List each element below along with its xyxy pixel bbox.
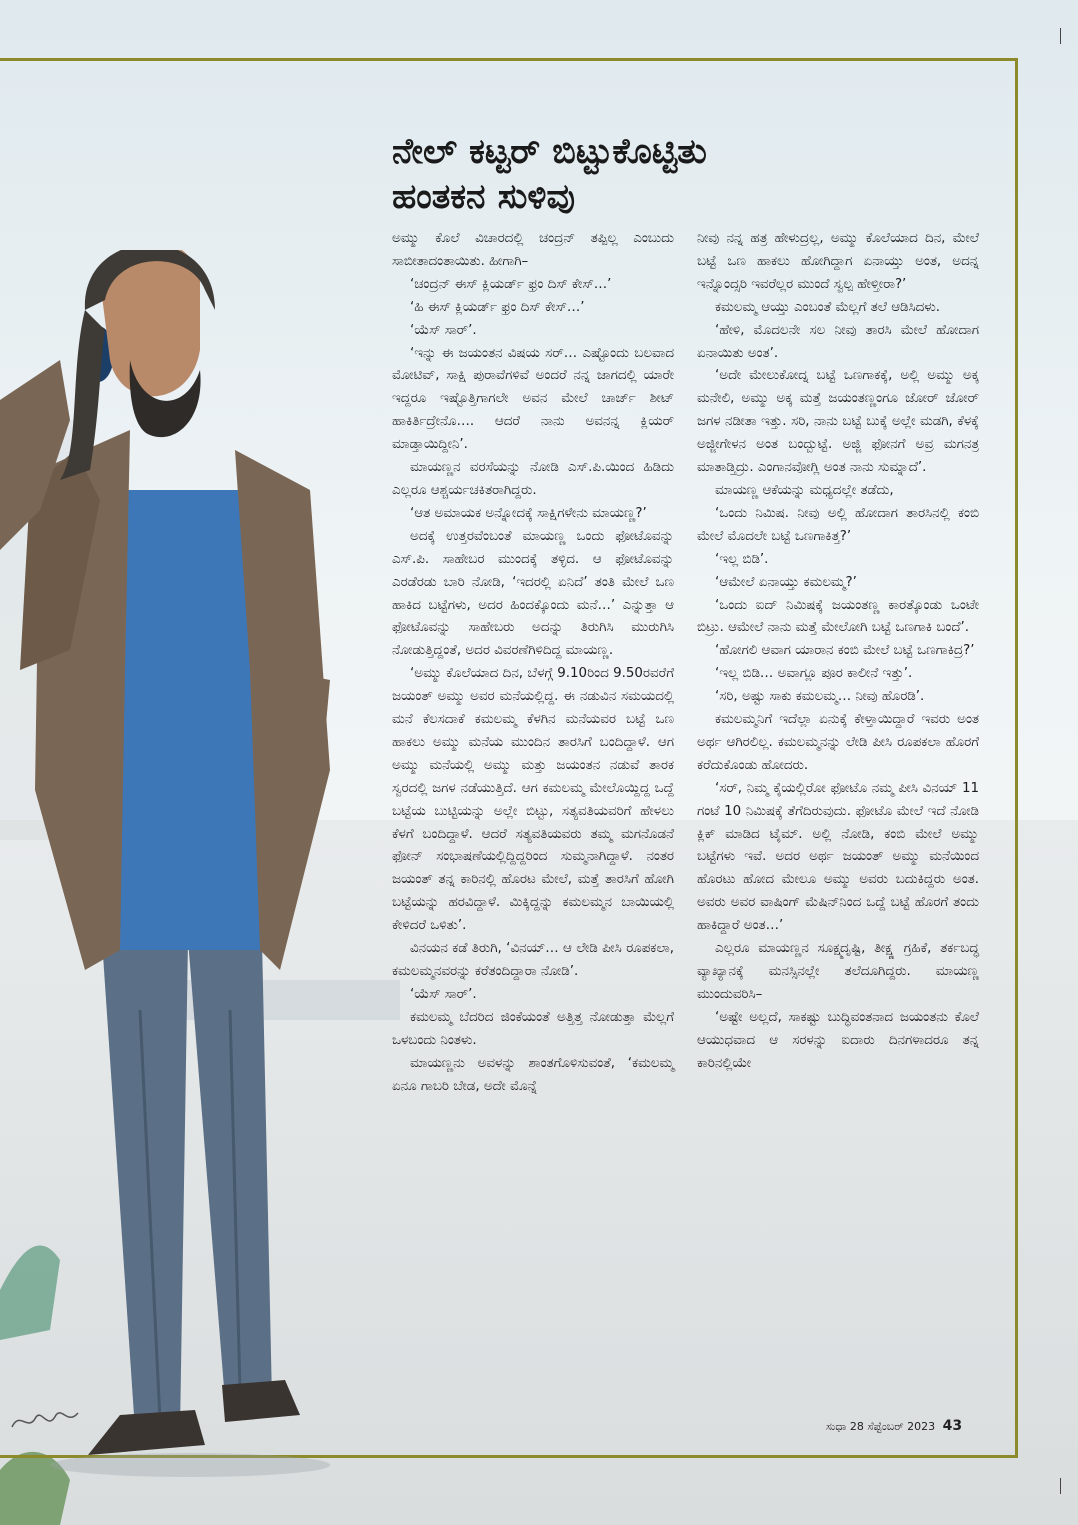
paragraph: ಎಲ್ಲರೂ ಮಾಯಣ್ಣನ ಸೂಕ್ಷ್ಮದೃಷ್ಟಿ, ತೀಕ್ಷ್ಣ ಗ್ರಹಿಕೆ, ತರ್ಕಬದ್ಧ ವ್ಯಾಖ್ಯಾನಕ್ಕೆ ಮನಸ್ಸಿನಲ್ಲೇ ತಲೆದೂಗಿದ್ದರು. ಮಾಯಣ್ಣ ಮುಂದುವರಿಸಿ– bbox=[697, 941, 979, 1002]
right-text-column bbox=[697, 228, 979, 1076]
article-title bbox=[392, 130, 992, 220]
paragraph: ಕಮಲಮ್ಮ ಬೆದರಿದ ಜಿಂಕೆಯಂತೆ ಅತ್ತಿತ್ತ ನೋಡುತ್ತಾ ಮೆಲ್ಲಗೆ ಒಳಬಂದು ನಿಂತಳು. bbox=[392, 1009, 674, 1048]
page-footer bbox=[826, 1418, 962, 1434]
paragraph: ಮಾಯಣ್ಣನು ಅವಳನ್ನು ಶಾಂತಗೊಳಿಸುವಂತೆ, ‘ಕಮಲಮ್ಮ ಏನೂ ಗಾಬರಿ ಬೇಡ, ಅದೇ ಮೊನ್ನೆ bbox=[392, 1055, 674, 1094]
paragraph: ‘ಯೆಸ್ ಸಾರ್’. bbox=[410, 322, 477, 338]
left-text-column bbox=[392, 228, 674, 1098]
paragraph: ಮಾಯಣ್ಣನ ವರಸೆಯನ್ನು ನೋಡಿ ಎಸ್.ಪಿ.ಯಿಂದ ಹಿಡಿದು ಎಲ್ಲರೂ ಆಶ್ಚರ್ಯಚಕಿತರಾಗಿದ್ದರು. bbox=[392, 460, 674, 498]
paragraph: ಅದಕ್ಕೆ ಉತ್ತರವೆಂಬಂತೆ ಮಾಯಣ್ಣ ಒಂದು ಫೋಟೊವನ್ನು ಎಸ್.ಪಿ. ಸಾಹೇಬರ ಮುಂದಕ್ಕೆ ತಳ್ಳಿದ. ಆ ಫೋಟೊವನ್ನು ಎರಡೆರಡು ಬಾರಿ ನೋಡಿ, ‘ಇದರಲ್ಲಿ ಏನಿದೆ’ ತಂತಿ ಮೇಲೆ ಒಣ ಹಾಕಿದ ಬಟ್ಟೆಗಳು, ಅದರ ಹಿಂದಕ್ಕೊಂದು ಮನೆ…’ ಎನ್ನುತ್ತಾ ಆ ಫೋಟೊವನ್ನು ಸಾಹೇಬರು ಅದನ್ನು ತಿರುಗಿಸಿ ಮುರುಗಿಸಿ ನೋಡುತ್ತಿದ್ದಂತೆ, ಅದರ ವಿವರಣೆಗಿಳಿದಿದ್ದ ಮಾಯಣ್ಣ. bbox=[392, 528, 674, 659]
paragraph: ವಿನಯನ ಕಡೆ ತಿರುಗಿ, ‘ವಿನಯ್… ಆ ಲೇಡಿ ಪೀಸಿ ರೂಪಕಲಾ, ಕಮಲಮ್ಮನವರನ್ನು ಕರೆತಂದಿದ್ದಾರಾ ನೋಡಿ’. bbox=[392, 941, 674, 979]
paragraph: ‘ಹಿ ಈಸ್ ಕ್ಲಿಯರ್ಡ್ ಫ್ರಂ ದಿಸ್ ಕೇಸ್…’ bbox=[410, 299, 585, 315]
paragraph: ಕಮಲಮ್ಮನಿಗೆ ಇದೆಲ್ಲಾ ಏನುಕ್ಕೆ ಕೇಳ್ತಾಯಿದ್ದಾರೆ ಇವರು ಅಂತ ಅರ್ಥ ಆಗಿರಲಿಲ್ಲ. ಕಮಲಮ್ಮನನ್ನು ಲೇಡಿ ಪೀಸಿ ರೂಪಕಲಾ ಹೊರಗೆ ಕರೆದುಕೊಂಡು ಹೋದರು. bbox=[697, 712, 979, 773]
artist-signature bbox=[10, 1405, 80, 1435]
paragraph: ‘ಅಮ್ಮು ಕೊಲೆಯಾದ ದಿನ, ಬೆಳಗ್ಗೆ 9.10ರಿಂದ 9.50ರವರೆಗೆ ಜಯಂತ್ ಅಮ್ಮು ಅವರ ಮನೆಯಲ್ಲಿದ್ದ. ಈ ನಡುವಿನ ಸಮಯದಲ್ಲಿ ಮನೆ ಕೆಲಸದಾಕೆ ಕಮಲಮ್ಮ ಕೆಳಗಿನ ಮನೆಯವರ ಬಟ್ಟೆ ಒಣ ಹಾಕಲು ಅಮ್ಮು ಮನೆಯ ಮುಂದಿನ ತಾರಸಿಗೆ ಬಂದಿದ್ದಾಳೆ. ಆಗ ಅಮ್ಮು ಮನೆಯಲ್ಲಿ ಅಮ್ಮು ಮತ್ತು ಜಯಂತನ ನಡುವೆ ತಾರಕ ಸ್ವರದಲ್ಲಿ ಜಗಳ ನಡೆಯುತ್ತಿದೆ. ಆಗ ಕಮಲಮ್ಮ ಮೇಲೊಯ್ದಿದ್ದ ಒದ್ದೆ ಬಟ್ಟೆಯ ಬುಟ್ಟಿಯನ್ನು ಅಲ್ಲೇ ಬಿಟ್ಟು, ಸತ್ಯವತಿಯವರಿಗೆ ಹೇಳಲು ಕೆಳಗೆ ಬಂದಿದ್ದಾಳೆ. ಆದರೆ ಸತ್ಯವತಿಯವರು ತಮ್ಮ ಮಗನೊಡನೆ ಫೋನ್ ಸಂಭಾಷಣೆಯಲ್ಲಿದ್ದಿದ್ದರಿಂದ ಸುಮ್ಮನಾಗಿದ್ದಾಳೆ. ನಂತರ ಜಯಂತ್ ತನ್ನ ಕಾರಿನಲ್ಲಿ ಹೊರಟ ಮೇಲೆ, ಮತ್ತೆ ತಾರಸಿಗೆ ಹೋಗಿ ಬಟ್ಟೆಯನ್ನು ಹರವಿದ್ದಾಳೆ. ಮಿಕ್ಕಿದ್ದನ್ನು ಕಮಲಮ್ಮನ ಬಾಯಿಯಲ್ಲಿ ಕೇಳಿದರೆ ಒಳಿತು’. bbox=[392, 666, 674, 934]
paragraph: ‘ಯೆಸ್ ಸಾರ್’. bbox=[410, 986, 477, 1002]
paragraph: ‘ಸರಿ, ಅಷ್ಟು ಸಾಕು ಕಮಲಮ್ಮ… ನೀವು ಹೊರಡಿ’. bbox=[715, 689, 925, 705]
page-number: 43 bbox=[942, 1418, 963, 1434]
paragraph: ‘ಸರ್, ನಿಮ್ಮ ಕೈಯಲ್ಲಿರೋ ಫೋಟೊ ನಮ್ಮ ಪೀಸಿ ವಿನಯ್ 11 ಗಂಟೆ 10 ನಿಮಿಷಕ್ಕೆ ತೆಗೆದಿರುವುದು. ಫೋಟೊ ಮೇಲೆ ಇದೆ ನೋಡಿ ಕ್ಲಿಕ್ ಮಾಡಿದ ಟೈಮ್. ಅಲ್ಲಿ ನೋಡಿ, ಕಂಬಿ ಮೇಲೆ ಅಮ್ಮು ಬಟ್ಟೆಗಳು ಇವೆ. ಅದರ ಅರ್ಥ ಜಯಂತ್ ಅಮ್ಮು ಮನೆಯಿಂದ ಹೊರಟು ಹೋದ ಮೇಲೂ ಅಮ್ಮು ಅವರು ಬದುಕಿದ್ದರು ಅಂತ. ಅವರು ಅವರ ವಾಷಿಂಗ್ ಮೆಷಿನ್‌ನಿಂದ ಒದ್ದೆ ಬಟ್ಟೆ ಹೊರಗೆ ತಂದು ಹಾಕಿದ್ದಾರೆ ಅಂತ…’ bbox=[697, 780, 979, 934]
magazine-name: ಸುಧಾ bbox=[826, 1420, 847, 1433]
man-on-phone-illustration bbox=[0, 250, 370, 1525]
paragraph: ನೀವು ನನ್ನ ಹತ್ರ ಹೇಳುದ್ರಲ್ಲ, ಅಮ್ಮು ಕೊಲೆಯಾದ ದಿನ, ಮೇಲೆ ಬಟ್ಟೆ ಒಣ ಹಾಕಲು ಹೋಗಿದ್ದಾಗ ಏನಾಯ್ತು ಅಂತ, ಅದನ್ನ ಇನ್ನೊಂದ್ಸರಿ ಇವರೆಲ್ಲರ ಮುಂದೆ ಸ್ವಲ್ಪ ಹೇಳ್ತೀರಾ?’ bbox=[697, 231, 979, 292]
issue-date: 28 ಸೆಪ್ಟೆಂಬರ್ 2023 bbox=[849, 1420, 936, 1433]
article-title-line1: ನೇಲ್ ಕಟ್ಟರ್ ಬಿಟ್ಟುಕೊಟ್ಟಿತು bbox=[392, 132, 707, 172]
paragraph: ‘ಇಲ್ಲ ಬಿಡಿ’. bbox=[715, 551, 769, 567]
crop-mark bbox=[1060, 1478, 1061, 1494]
paragraph: ‘ಒಂದು ಐದ್ ನಿಮಿಷಕ್ಕೆ ಜಯಂತಣ್ಣ ಕಾರತ್ಕೊಂಡು ಒಂಟೇ ಬಿಟ್ರು. ಆಮೇಲೆ ನಾನು ಮತ್ತೆ ಮೇಲೋಗಿ ಬಟ್ಟೆ ಒಣಗಾಕಿ ಬಂದೆ’. bbox=[697, 597, 979, 636]
article-title-line2: ಹಂತಕನ ಸುಳಿವು bbox=[392, 177, 576, 217]
paragraph: ಅಮ್ಮು ಕೊಲೆ ವಿಚಾರದಲ್ಲಿ ಚಂದ್ರನ್ ತಪ್ಪಿಲ್ಲ ಎಂಬುದು ಸಾಬೀತಾದಂತಾಯಿತು. ಹೀಗಾಗಿ– bbox=[392, 231, 674, 269]
paragraph: ‘ಆಮೇಲೆ ಏನಾಯ್ತು ಕಮಲಮ್ಮ?’ bbox=[715, 574, 857, 590]
crop-mark bbox=[1060, 28, 1061, 44]
paragraph: ‘ಹೋಗಲಿ ಆವಾಗ ಯಾರಾನ ಕಂಬಿ ಮೇಲೆ ಬಟ್ಟೆ ಒಣಗಾಕಿದ್ರ?’ bbox=[715, 643, 975, 659]
paragraph: ‘ಅದೇ ಮೇಲುಕೋದ್ನ ಬಟ್ಟೆ ಒಣಗಾಕಕ್ಕೆ, ಅಲ್ಲಿ ಅಮ್ಮು ಅಕ್ಕ ಮನೇಲಿ, ಅಮ್ಮು ಅಕ್ಕ ಮತ್ತೆ ಜಯಂತಣ್ಣಂಗೂ ಜೋರ್ ಜೋರ್ ಜಗಳ ನಡೀತಾ ಇತ್ತು. ಸರಿ, ನಾನು ಬಟ್ಟೆ ಬುಕ್ಕೆ ಅಲ್ಲೇ ಮಡಗಿ, ಕೆಳಕ್ಕೆ ಅಜ್ಜೀಗೇಳನ ಅಂತ ಬಂದ್ಬುಟ್ಟೆ. ಅಜ್ಜಿ ಫೋನಗೆ ಅವ್ರ ಮಗನತ್ರ ಮಾತಾಡ್ತಿದ್ರು. ಎಂಗಾನವೋಗ್ಲಿ ಅಂತ ನಾನು ಸುಮ್ನಾದೆ’. bbox=[697, 368, 979, 476]
paragraph: ಕಮಲಮ್ಮ ಆಯ್ತು ಎಂಬಂತೆ ಮೆಲ್ಲಗೆ ತಲೆ ಆಡಿಸಿದಳು. bbox=[715, 299, 941, 315]
paragraph: ‘ಇಲ್ಲ ಬಿಡಿ… ಅವಾಗ್ಲೂ ಪೂರ ಕಾಲೀನೆ ಇತ್ತು’. bbox=[715, 666, 913, 682]
paragraph: ‘ಅಷ್ಟೇ ಅಲ್ಲದೆ, ಸಾಕಷ್ಟು ಬುದ್ಧಿವಂತನಾದ ಜಯಂತನು ಕೊಲೆ ಆಯುಧವಾದ ಆ ಸರಳನ್ನು ಐದಾರು ದಿನಗಳಾದರೂ ತನ್ನ ಕಾರಿನಲ್ಲಿಯೇ bbox=[697, 1009, 979, 1071]
paragraph: ‘ಒಂದು ನಿಮಿಷ. ನೀವು ಅಲ್ಲಿ ಹೋದಾಗ ತಾರಸಿನಲ್ಲಿ ಕಂಬಿ ಮೇಲೆ ಮೊದಲೇ ಬಟ್ಟೆ ಒಣಗಾಕಿತ್ತ?’ bbox=[697, 505, 979, 544]
paragraph: ‘ಹೇಳಿ, ಮೊದಲನೇ ಸಲ ನೀವು ತಾರಸಿ ಮೇಲೆ ಹೋದಾಗ ಏನಾಯಿತು ಅಂತ’. bbox=[697, 322, 979, 361]
paragraph: ‘ಚಂದ್ರನ್ ಈಸ್ ಕ್ಲಿಯರ್ಡ್ ಫ್ರಂ ದಿಸ್ ಕೇಸ್…’ bbox=[410, 276, 612, 292]
paragraph: ಮಾಯಣ್ಣ ಆಕೆಯನ್ನು ಮಧ್ಯದಲ್ಲೇ ತಡೆದು, bbox=[715, 482, 894, 498]
paragraph: ‘ಇನ್ನು ಈ ಜಯಂತನ ವಿಷಯ ಸರ್… ಎಷ್ಟೊಂದು ಬಲವಾದ ಮೋಟಿವ್, ಸಾಕ್ಷಿ ಪುರಾವೆಗಳಿವೆ ಅಂದರೆ ನನ್ನ ಜಾಗದಲ್ಲಿ ಯಾರೇ ಇದ್ದರೂ ಇಷ್ಟೊತ್ತಿಗಾಗಲೇ ಅವನ ಮೇಲೆ ಚಾರ್ಜ್ ಶೀಟ್ ಹಾಕಿರ್ತಿದ್ರೇನೊ…. ಆದರೆ ನಾನು ಅವನನ್ನ ಕ್ಲಿಯರ್ ಮಾಡ್ತಾಯಿದ್ದೀನಿ’. bbox=[392, 345, 674, 453]
paragraph: ‘ಆತ ಅಮಾಯಕ ಅನ್ನೋದಕ್ಕೆ ಸಾಕ್ಷಿಗಳೇನು ಮಾಯಣ್ಣ?’ bbox=[410, 505, 647, 521]
